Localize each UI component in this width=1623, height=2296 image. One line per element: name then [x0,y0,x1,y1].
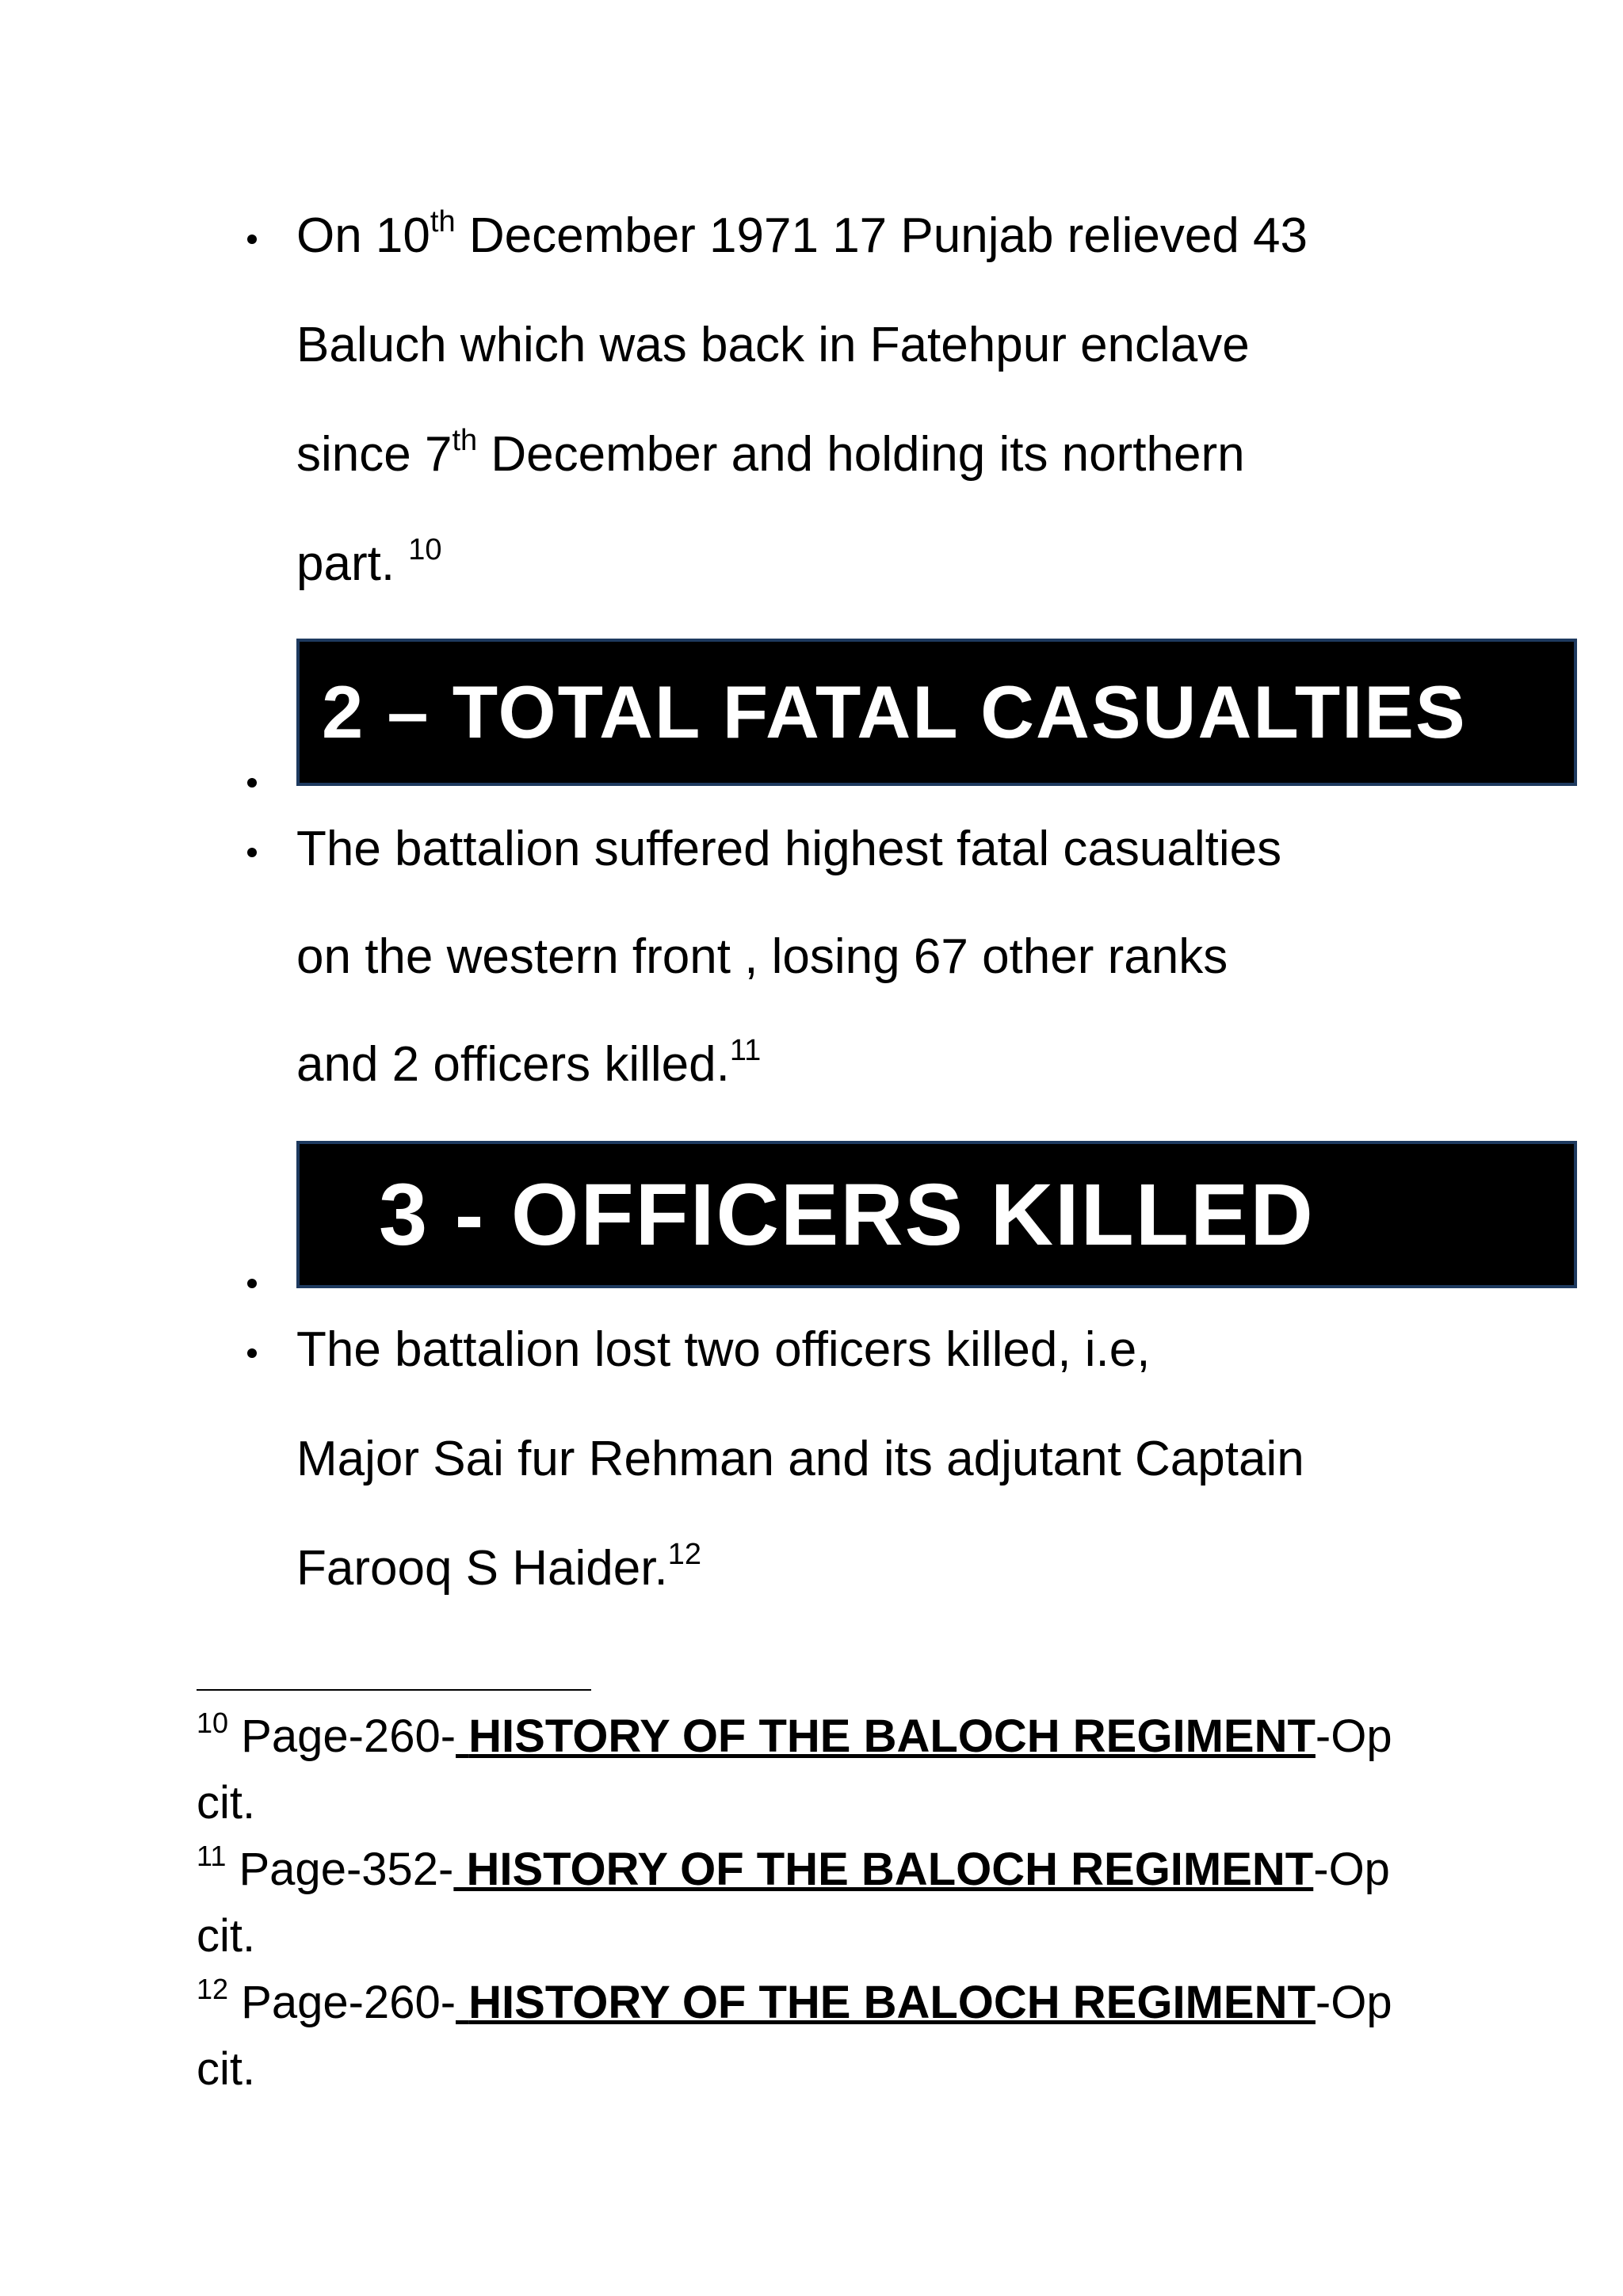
bullet-dot [247,235,257,244]
bullet-dot [247,778,257,788]
footnote-book-title: HISTORY OF THE BALOCH REGIMENT [468,1977,1316,2028]
text-line: Farooq S Haider.$^{12}$ [296,1538,701,1596]
text-line: and 2 officers killed.$^{11}$ [296,1034,762,1092]
text-line: The battalion suffered highest fatal casualties [296,822,1282,876]
footnote-10: $^{10}$ Page-260- HISTORY OF THE BALOCH REGIMENT-Op cit. [197,1707,1392,1829]
banner-title: 3 - OFFICERS KILLED [379,1165,1315,1264]
text-line: On 10th December 1971 17 Punjab relieved 43 [296,205,1308,263]
bullet-dot [247,1348,257,1358]
footnote-book-title: HISTORY OF THE BALOCH REGIMENT [466,1844,1314,1895]
text-line: on the western front , losing 67 other ranks [296,929,1228,984]
text-line: since 7th December and holding its northern [296,424,1245,482]
footnote-book-title: HISTORY OF THE BALOCH REGIMENT [468,1711,1316,1762]
bullet-dot [247,848,257,857]
text-line: Baluch which was back in Fatehpur enclave [296,318,1250,372]
text-line: The battalion lost two officers killed, i.e, [296,1322,1151,1377]
footnote-separator [197,1689,591,1691]
footnote-11: $^{11}$ Page-352- HISTORY OF THE BALOCH REGIMENT-Op cit. [197,1840,1390,1962]
bullet-dot [247,1279,257,1288]
text-line: Major Sai fur Rehman and its adjutant Captain [296,1432,1304,1486]
section-banner-officers-killed [296,1141,1577,1288]
text-line: part. $^{10}$ [296,533,442,591]
section-banner-total-fatal-casualties [296,639,1577,786]
footnote-12: $^{12}$ Page-260- HISTORY OF THE BALOCH REGIMENT-Op cit. [197,1973,1392,2095]
banner-title: 2 – TOTAL FATAL CASUALTIES [322,670,1467,753]
